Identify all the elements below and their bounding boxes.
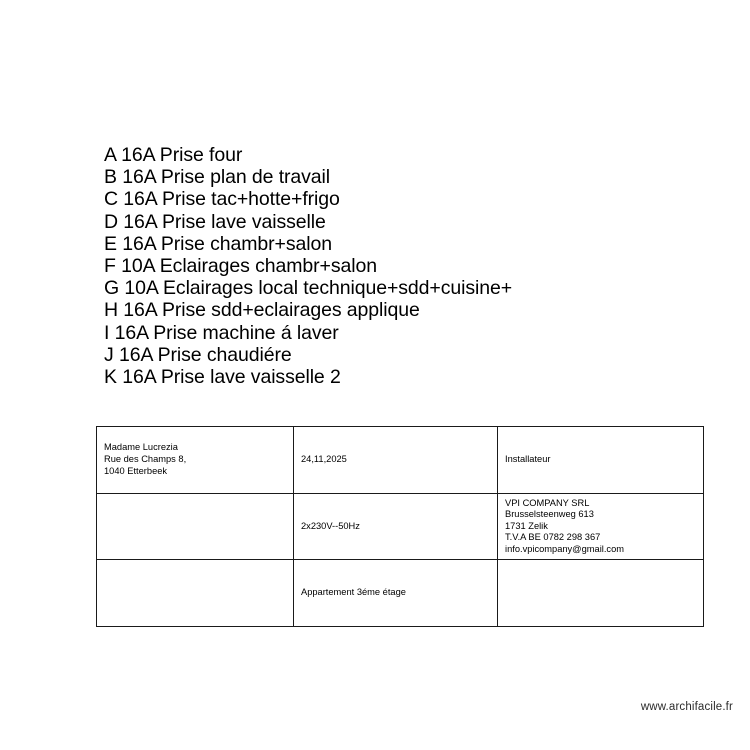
list-item: E 16A Prise chambr+salon [104, 232, 332, 255]
table-row [97, 560, 704, 627]
client-city: 1040 Etterbeek [104, 465, 168, 476]
installation-info-table [96, 426, 704, 627]
client-street: Rue des Champs 8, [104, 453, 187, 464]
list-item: I 16A Prise machine á laver [104, 321, 339, 344]
client-name: Madame Lucrezia [104, 442, 178, 453]
list-item: J 16A Prise chaudiére [104, 343, 292, 366]
list-item: K 16A Prise lave vaisselle 2 [104, 366, 341, 389]
list-item: H 16A Prise sdd+eclairages applique [104, 299, 420, 322]
list-item: F 10A Eclairages chambr+salon [104, 255, 377, 278]
installer-city: 1731 Zelik [505, 520, 548, 531]
table-row [97, 427, 704, 494]
installer-vat: T.V.A BE 0782 298 367 [505, 532, 601, 543]
installer-street: Brusselsteenweg 613 [505, 509, 594, 520]
empty-cell-left-bottom [97, 560, 294, 627]
list-item: B 16A Prise plan de travail [104, 166, 331, 189]
empty-cell-right-bottom [498, 560, 704, 627]
date-cell: 24,11,2025 [294, 427, 498, 494]
list-item: D 16A Prise lave vaisselle [104, 210, 326, 233]
voltage-cell: 2x230V--50Hz [294, 493, 498, 560]
list-item: C 16A Prise tac+hotte+frigo [104, 188, 340, 211]
empty-cell-left-middle [97, 493, 294, 560]
list-item: A 16A Prise four [104, 144, 243, 166]
table-row [97, 493, 704, 560]
client-address-cell [97, 427, 294, 494]
installer-company: VPI COMPANY SRL [505, 497, 590, 508]
site-watermark: www.archifacile.fr [640, 701, 733, 713]
premises-cell: Appartement 3éme étage [294, 560, 498, 627]
circuit-legend-list [104, 144, 704, 388]
installer-label-cell: Installateur [498, 427, 704, 494]
installer-details-cell [498, 493, 704, 560]
installer-email: info.vpicompany@gmail.com [505, 543, 624, 554]
list-item: G 10A Eclairages local technique+sdd+cuisine+ [104, 277, 512, 300]
